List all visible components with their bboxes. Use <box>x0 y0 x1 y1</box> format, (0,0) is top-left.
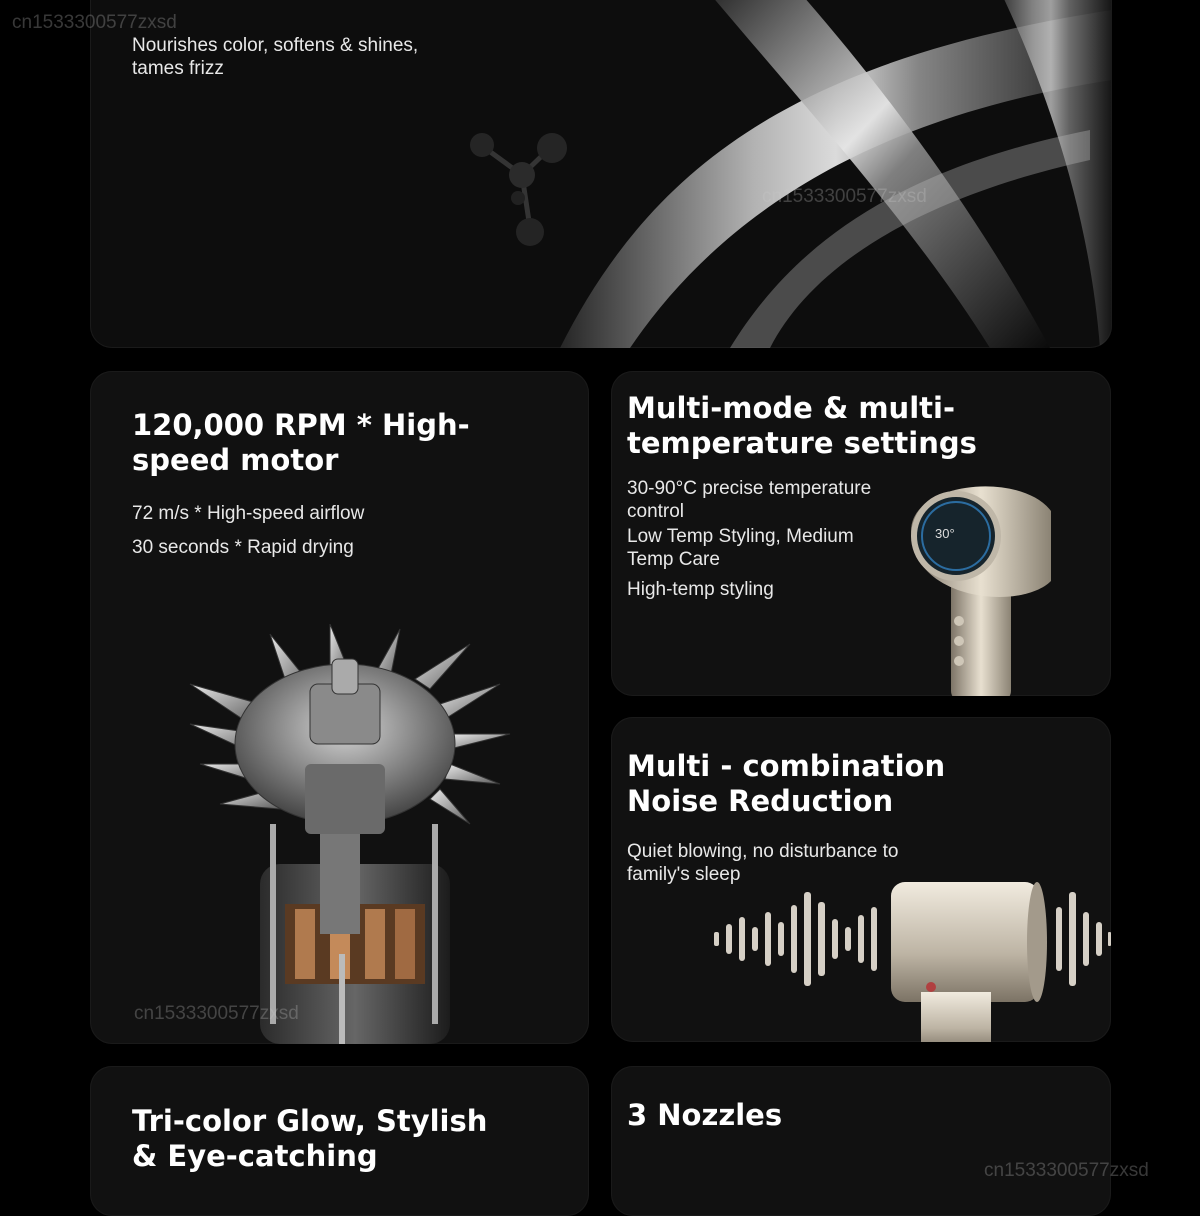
nozzles-title: 3 Nozzles <box>627 1098 783 1132</box>
glow-title: Tri-color Glow, Stylish & Eye-catching <box>132 1104 488 1173</box>
motor-fan-image <box>90 624 589 1044</box>
temperature-range-text: 30-90°C precise temperature control <box>627 478 872 522</box>
nozzles-card <box>611 1066 1111 1216</box>
airflow-text: 72 m/s * High-speed airflow <box>132 503 365 524</box>
temp-modes-text: Low Temp Styling, Medium Temp Care <box>627 526 854 570</box>
hair-dryer-image <box>891 471 1091 696</box>
drying-text: 30 seconds * Rapid drying <box>132 537 354 558</box>
hero-card <box>90 0 1112 348</box>
watermark: cn1533300577zxsd <box>134 1003 299 1024</box>
modes-title: Multi-mode & multi-temperature settings <box>627 391 977 460</box>
watermark: cn1533300577zxsd <box>12 12 177 33</box>
hero-text: Nourishes color, softens & shines, tames frizz <box>132 35 419 79</box>
noise-card <box>611 717 1111 1042</box>
glow-card <box>90 1066 589 1216</box>
watermark: cn1533300577zxsd <box>984 1160 1149 1181</box>
watermark: cn1533300577zxsd <box>762 186 927 207</box>
noise-title: Multi - combination Noise Reduction <box>627 749 946 818</box>
noise-text: Quiet blowing, no disturbance to family's sleep <box>627 841 899 885</box>
motor-card <box>90 371 589 1044</box>
modes-card <box>611 371 1111 696</box>
molecule-icon <box>470 133 567 246</box>
high-temp-text: High-temp styling <box>627 579 774 600</box>
dryer-display-readout: 30° <box>935 526 955 541</box>
motor-title: 120,000 RPM * High-speed motor <box>132 408 470 477</box>
hair-dryer-side-image <box>891 877 1051 1042</box>
